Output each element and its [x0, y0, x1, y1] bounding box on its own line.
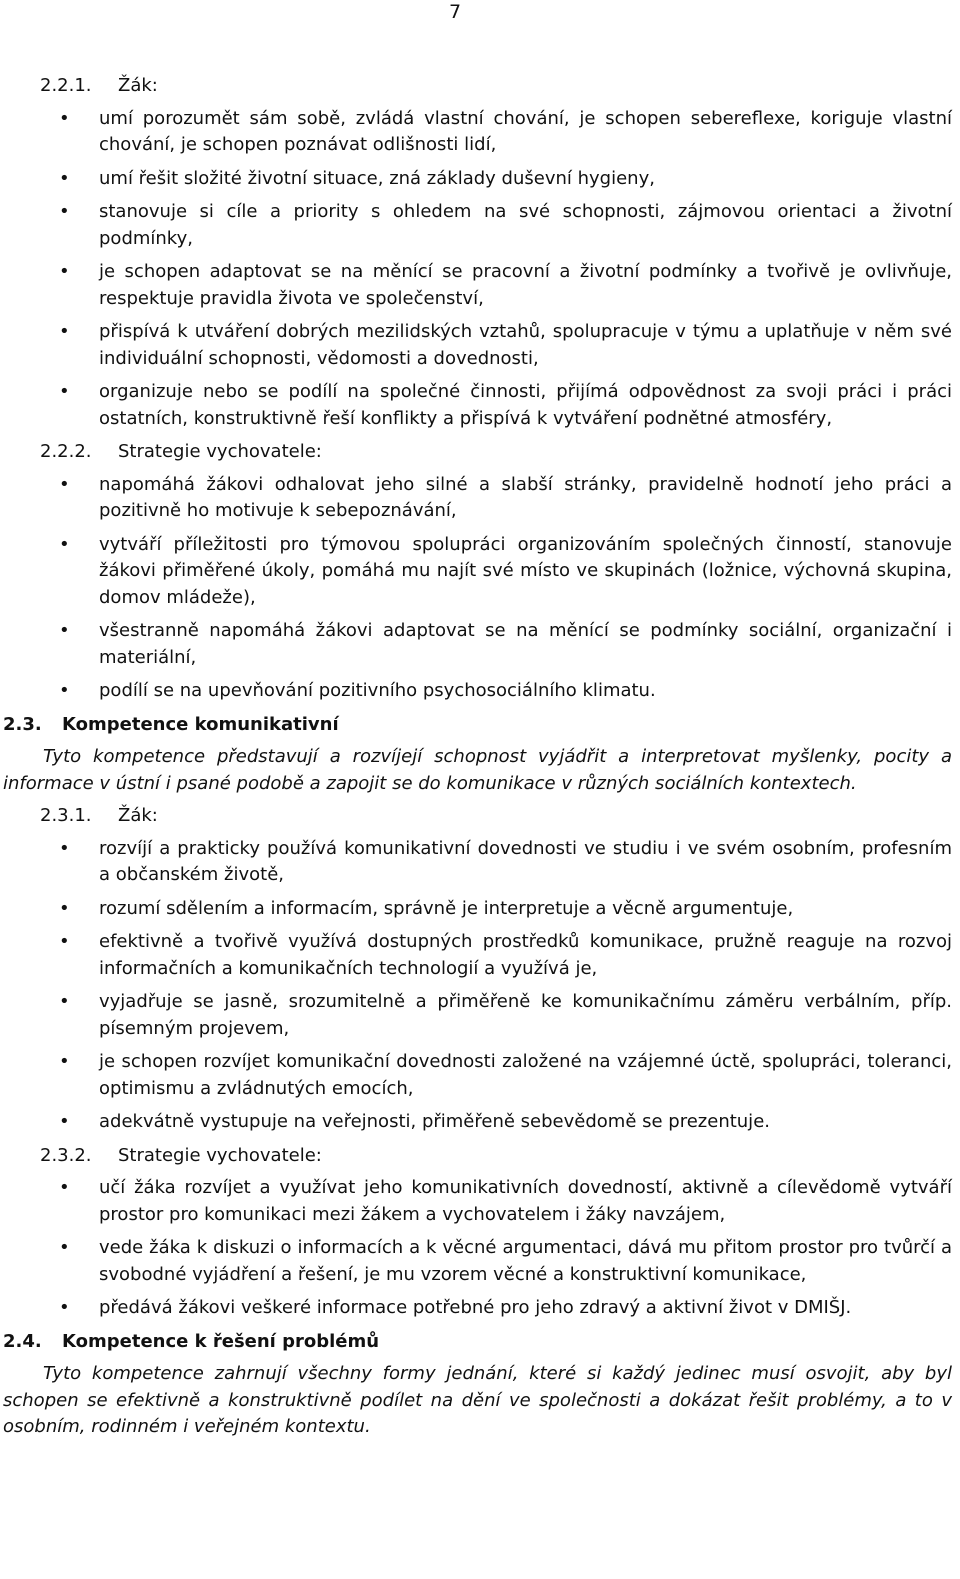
section-intro-24: Tyto kompetence zahrnují všechny formy jednání, které si každý jedinec musí osvojit, aby byl schopen se efektivně a konstruktivně podílet na dění ve společnosti a dokázat řešit problémy, a to v osobním, rodinném i veřejném kontextu. — [3, 1363, 952, 1437]
subsection-heading-222 — [40, 439, 952, 466]
subsection-heading-231 — [40, 803, 952, 830]
subsection-number: 2.2.2. — [40, 441, 92, 462]
section-title: Kompetence komunikativní — [62, 713, 339, 735]
list-item: • rozvíjí a prakticky používá komunikativní dovednosti ve studiu i ve svém osobním, profesním a občanském životě, — [99, 836, 952, 889]
section-number: 2.3. — [3, 713, 42, 735]
list-item: • umí řešit složité životní situace, zná základy duševní hygieny, — [99, 166, 952, 193]
list-item: • všestranně napomáhá žákovi adaptovat se na měnící se podmínky sociální, organizační i materiální, — [99, 618, 952, 671]
subsection-number: 2.3.2. — [40, 1144, 92, 1166]
section-intro-23: Tyto kompetence představují a rozvíjejí schopnost vyjádřit a interpretovat myšlenky, pocity a informace v ústní i psané podobě a zapojit se do komunikace v různých sociálních kontextech. — [3, 746, 952, 794]
list-item: • organizuje nebo se podílí na společné činnosti, přijímá odpovědnost za svoji práci i práci ostatních, konstruktivně řeší konflikty a přispívá k vytváření podnětné atmosféry, — [99, 379, 952, 432]
subsection-heading-221 — [40, 73, 952, 100]
list-item: • podílí se na upevňování pozitivního psychosociálního klimatu. — [99, 678, 952, 705]
list-item: • vede žáka k diskuzi o informacích a k věcné argumentaci, dává mu přitom prostor pro tvůrčí a svobodné vyjádření a řešení, je mu vzorem věcné a konstruktivní komunikace, — [99, 1235, 952, 1288]
subsection-heading-232 — [40, 1143, 952, 1170]
subsection-number: 2.3.1. — [40, 805, 92, 826]
list-item: • je schopen rozvíjet komunikační dovednosti založené na vzájemné úctě, spolupráci, toleranci, optimismu a zvládnutých emocích, — [99, 1049, 952, 1102]
list-item: • adekvátně vystupuje na veřejnosti, přiměřeně sebevědomě se prezentuje. — [99, 1109, 952, 1136]
section-title: Kompetence k řešení problémů — [62, 1330, 380, 1352]
list-item: • rozumí sdělením a informacím, správně je interpretuje a věcně argumentuje, — [99, 896, 952, 923]
page-number: 7 — [448, 1, 462, 23]
list-item: • vyjadřuje se jasně, srozumitelně a přiměřeně ke komunikačnímu záměru verbálním, příp. písemným projevem, — [99, 989, 952, 1042]
section-heading-23 — [3, 712, 952, 739]
list-item: • umí porozumět sám sobě, zvládá vlastní chování, je schopen sebereflexe, koriguje vlastní chování, je schopen poznávat odlišnosti lidí, — [99, 106, 952, 159]
subsection-title: Strategie vychovatele: — [118, 441, 322, 462]
document-body — [0, 73, 952, 1447]
list-item: • stanovuje si cíle a priority s ohledem na své schopnosti, zájmovou orientaci a životní podmínky, — [99, 199, 952, 252]
subsection-title: Strategie vychovatele: — [118, 1144, 322, 1166]
bullet-list-221 — [0, 106, 952, 433]
list-item: • přispívá k utváření dobrých mezilidských vztahů, spolupracuje v týmu a uplatňuje v něm své individuální schopnosti, vědomosti a dovednosti, — [99, 319, 952, 372]
bullet-list-232 — [0, 1175, 952, 1322]
list-item: • efektivně a tvořivě využívá dostupných prostředků komunikace, pružně reaguje na rozvoj informačních a komunikačních technologií a využívá je, — [99, 929, 952, 982]
list-item: • je schopen adaptovat se na měnící se pracovní a životní podmínky a tvořivě je ovlivňuje, respektuje pravidla života ve společenství, — [99, 259, 952, 312]
bullet-list-231 — [0, 836, 952, 1136]
subsection-title: Žák: — [118, 75, 158, 96]
list-item: • vytváří příležitosti pro týmovou spolupráci organizováním společných činností, stanovuje žákovi přiměřené úkoly, pomáhá mu najít své místo ve skupinách (ložnice, výchovná skupina, domov mládeže), — [99, 532, 952, 612]
section-heading-24 — [3, 1329, 952, 1356]
subsection-number: 2.2.1. — [40, 75, 92, 96]
list-item: • předává žákovi veškeré informace potřebné pro jeho zdravý a aktivní život v DMIŠJ. — [99, 1295, 952, 1322]
section-number: 2.4. — [3, 1330, 42, 1352]
bullet-list-222 — [0, 472, 952, 705]
list-item: • učí žáka rozvíjet a využívat jeho komunikativních dovedností, aktivně a cílevědomě vytváří prostor pro komunikaci mezi žákem a vychovatelem i žáky navzájem, — [99, 1175, 952, 1228]
list-item: • napomáhá žákovi odhalovat jeho silné a slabší stránky, pravidelně hodnotí jeho práci a pozitivně ho motivuje k sebepoznávání, — [99, 472, 952, 525]
subsection-title: Žák: — [118, 805, 158, 826]
